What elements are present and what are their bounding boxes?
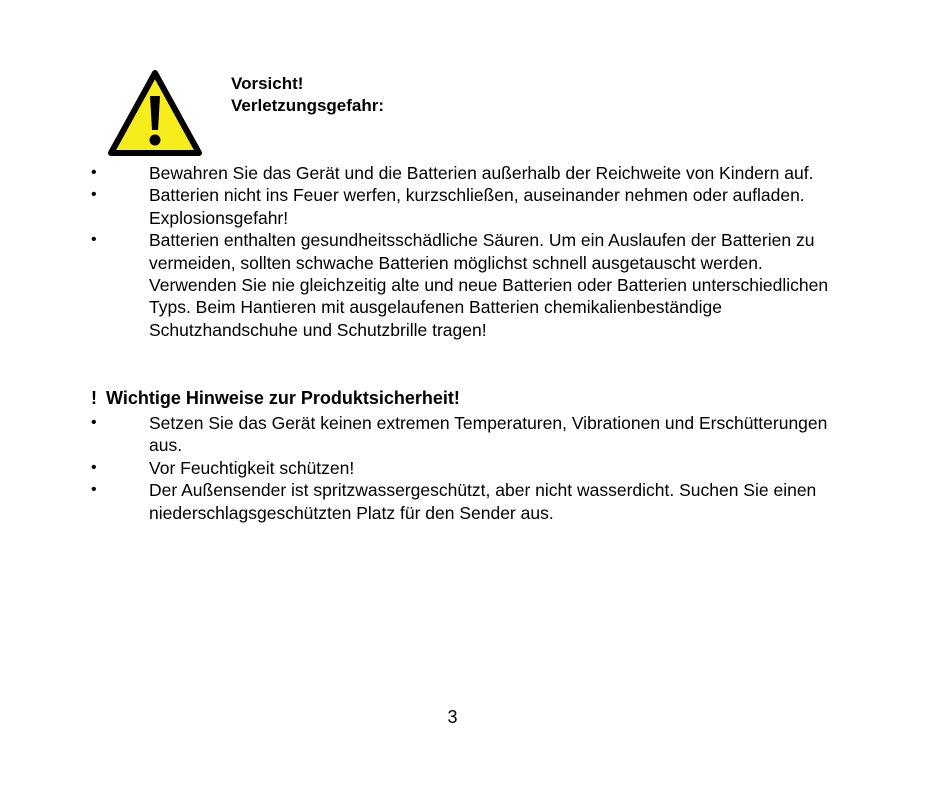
safety-heading-text: Wichtige Hinweise zur Produktsicherheit! <box>106 388 460 408</box>
bullet: • <box>91 231 97 249</box>
bullet: • <box>91 458 97 476</box>
list-item-text: Batterien nicht ins Feuer werfen, kurzschließen, auseinander nehmen oder aufladen. Explosionsgefahr! <box>149 185 805 228</box>
list-item-text: Bewahren Sie das Gerät und die Batterien außerhalb der Reichweite von Kindern auf. <box>149 163 814 183</box>
caution-title: Vorsicht! <box>231 74 304 93</box>
list-item <box>0 229 829 341</box>
list-item <box>0 412 829 457</box>
list-item-text: Setzen Sie das Gerät keinen extremen Temperaturen, Vibrationen und Erschütterungen aus. <box>149 413 828 456</box>
page-number: 3 <box>447 707 458 727</box>
caution-heading <box>231 73 384 117</box>
bullet: • <box>91 481 97 499</box>
exclamation-marker: ! <box>91 388 97 408</box>
bullet: • <box>91 186 97 204</box>
bullet: • <box>91 414 97 431</box>
list-item <box>0 184 829 229</box>
list-item-text: Der Außensender ist spritzwassergeschützt, aber nicht wasserdicht. Suchen Sie einen niederschlagsgeschützten Platz für den Sender aus. <box>149 480 817 523</box>
bullet: • <box>91 164 97 181</box>
list-item-text: Batterien enthalten gesundheitsschädliche Säuren. Um ein Auslaufen der Batterien zu vermeiden, sollten schwache Batterien möglichst schnell ausgetauscht werden. Verwenden Sie nie gleichzeitig alte und neue Batterien oder Batterien unterschiedlichen Typs. Beim Hantieren mit ausgelaufenen Batterien chemikalienbeständige Schutzhandschuhe und Schutzbrille tragen! <box>149 230 829 340</box>
list-item <box>0 479 829 524</box>
safety-heading <box>91 386 460 410</box>
safety-notes-list <box>0 412 950 524</box>
injury-warnings-list <box>0 162 950 341</box>
list-item <box>0 162 829 184</box>
list-item-text: Vor Feuchtigkeit schützen! <box>149 457 355 478</box>
caution-subtitle: Verletzungsgefahr: <box>231 96 385 115</box>
warning-triangle-icon <box>108 70 202 156</box>
list-item <box>0 457 829 479</box>
